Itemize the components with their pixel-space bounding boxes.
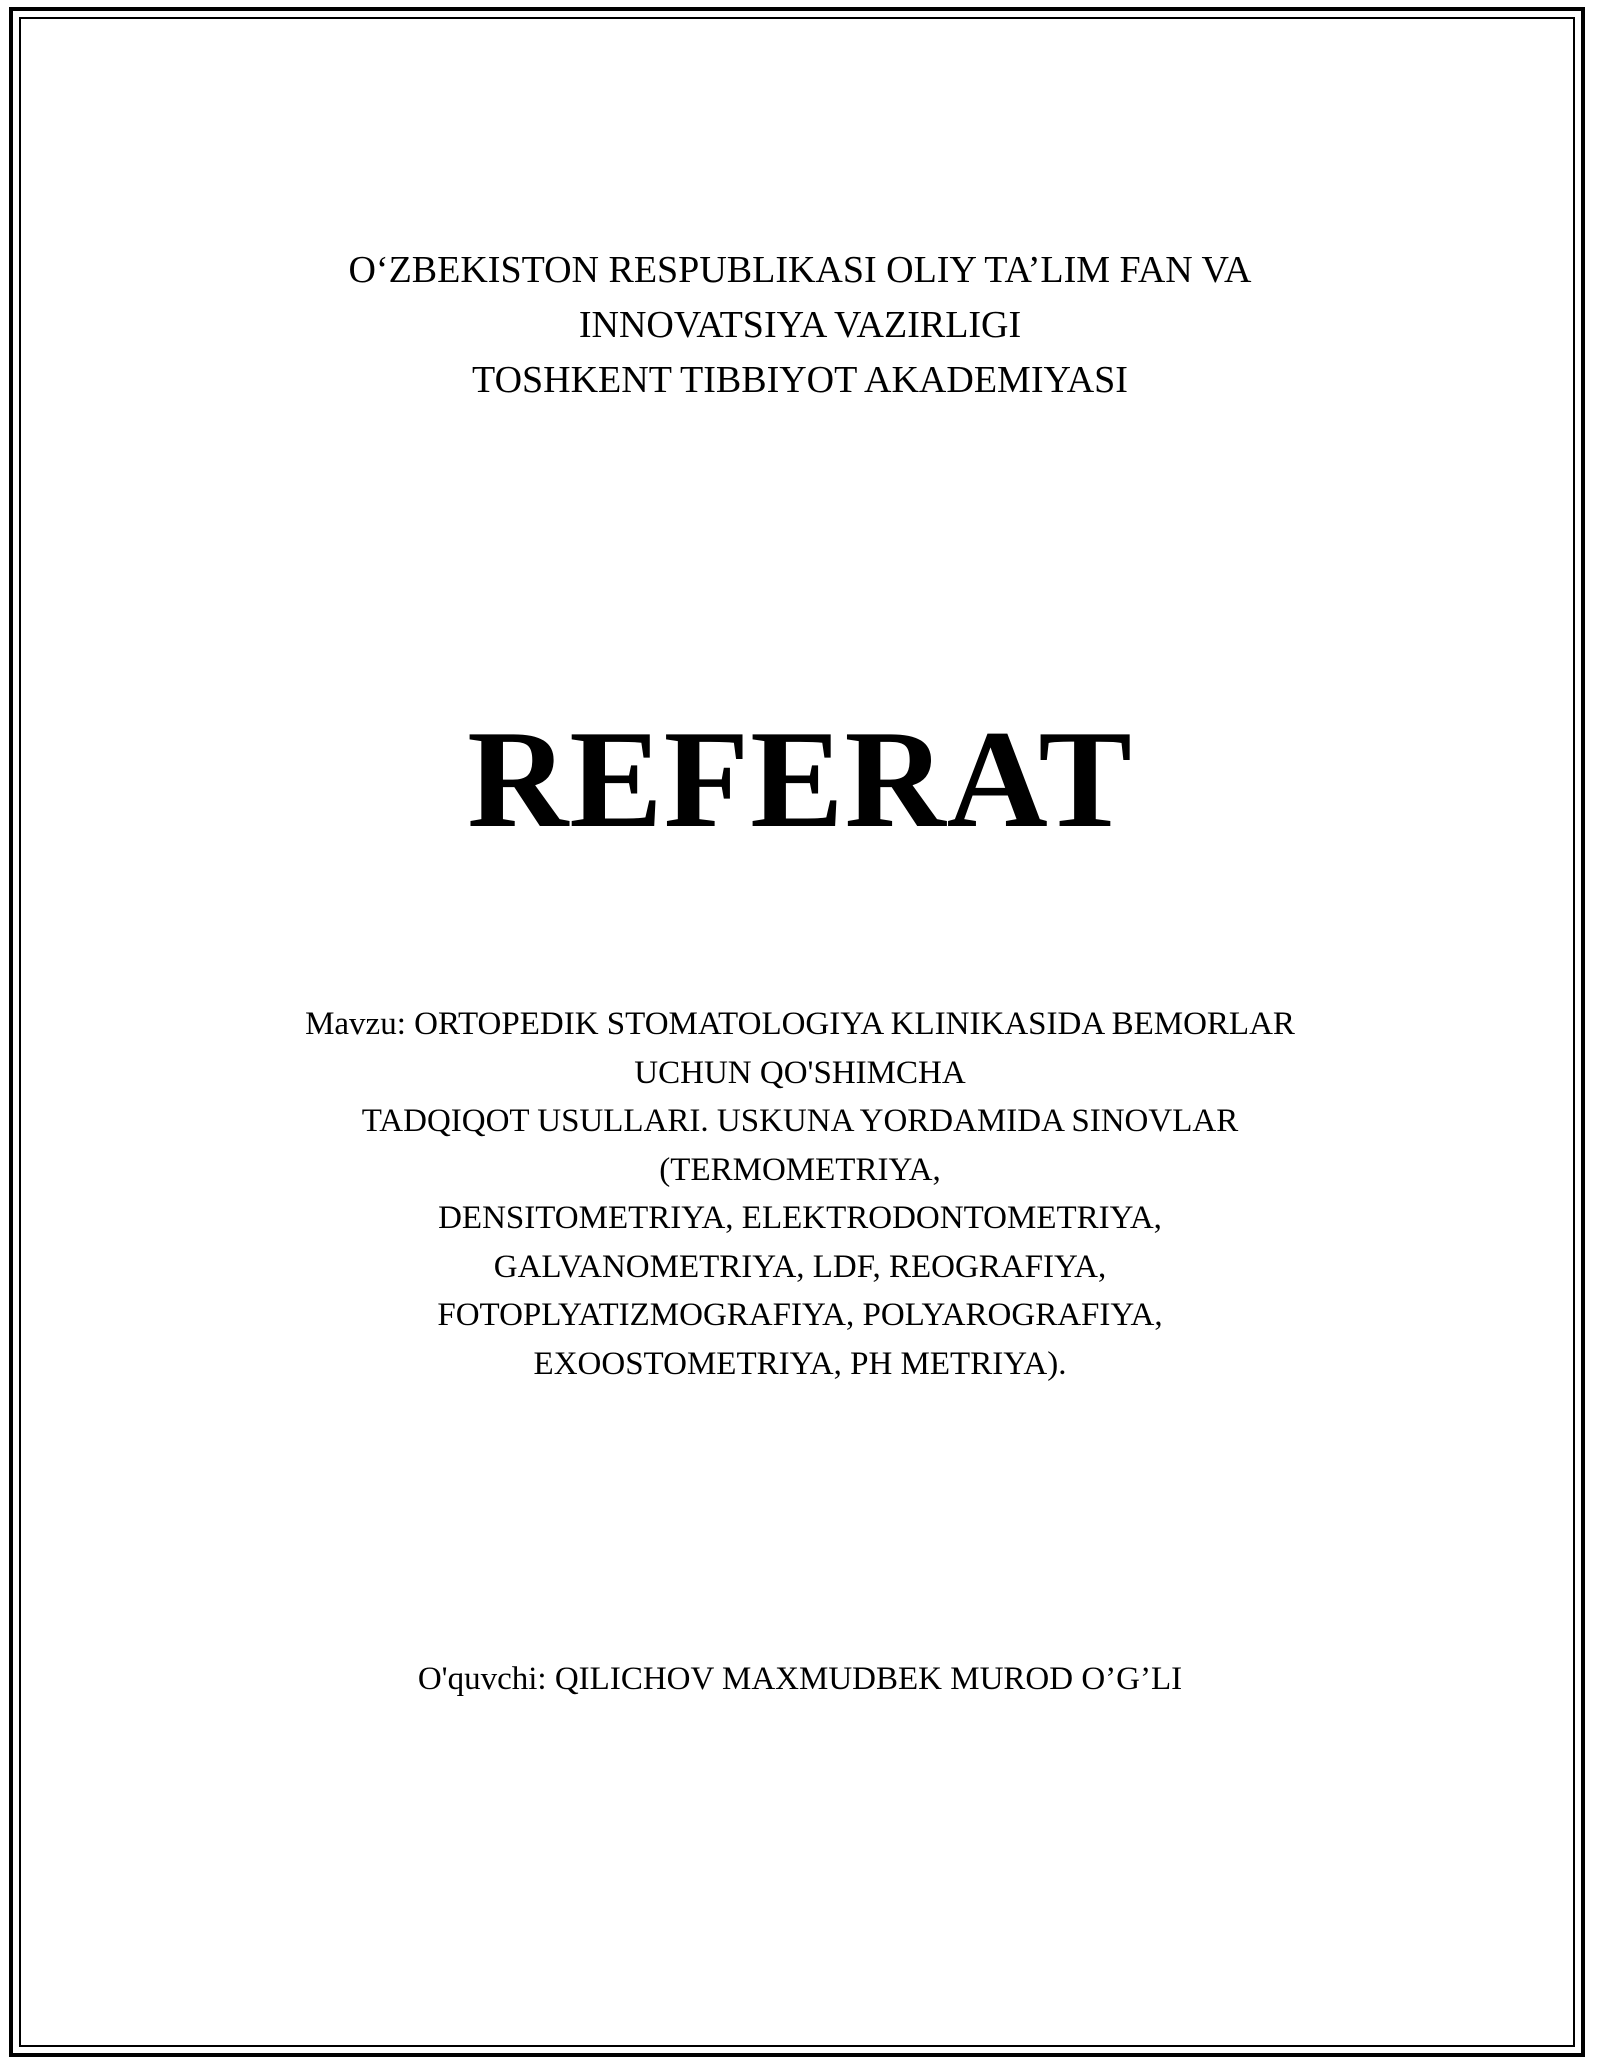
topic-line: DENSITOMETRIYA, ELEKTRODONTOMETRIYA, xyxy=(438,1200,1162,1236)
document-title: REFERAT xyxy=(467,702,1133,857)
header-line-academy: TOSHKENT TIBBIYOT AKADEMIYASI xyxy=(472,359,1128,401)
topic-line: TADQIQOT USULLARI. USKUNA YORDAMIDA SINOVLAR xyxy=(361,1103,1239,1139)
topic-line: GALVANOMETRIYA, LDF, REOGRAFIYA, xyxy=(493,1248,1107,1285)
header-line-ministry-cont: INNOVATSIYA VAZIRLIGI xyxy=(578,304,1022,346)
topic-line: UCHUN QO'SHIMCHA xyxy=(634,1054,966,1091)
topic-line: (TERMOMETRIYA, xyxy=(659,1151,941,1188)
student-name: O'quvchi: QILICHOV MAXMUDBEK MUROD O’G’LI xyxy=(417,1661,1183,1697)
topic-line: EXOOSTOMETRIYA, PH METRIYA). xyxy=(533,1345,1067,1382)
topic-line: Mavzu: ORTOPEDIK STOMATOLOGIYA KLINIKASIDA BEMORLAR xyxy=(305,1006,1295,1042)
header-line-ministry: O‘ZBEKISTON RESPUBLIKASI OLIY TA’LIM FAN VA xyxy=(348,249,1252,291)
topic-block xyxy=(0,1000,1600,1388)
topic-line: FOTOPLYATIZMOGRAFIYA, POLYAROGRAFIYA, xyxy=(437,1297,1163,1333)
institution-header xyxy=(0,243,1600,408)
